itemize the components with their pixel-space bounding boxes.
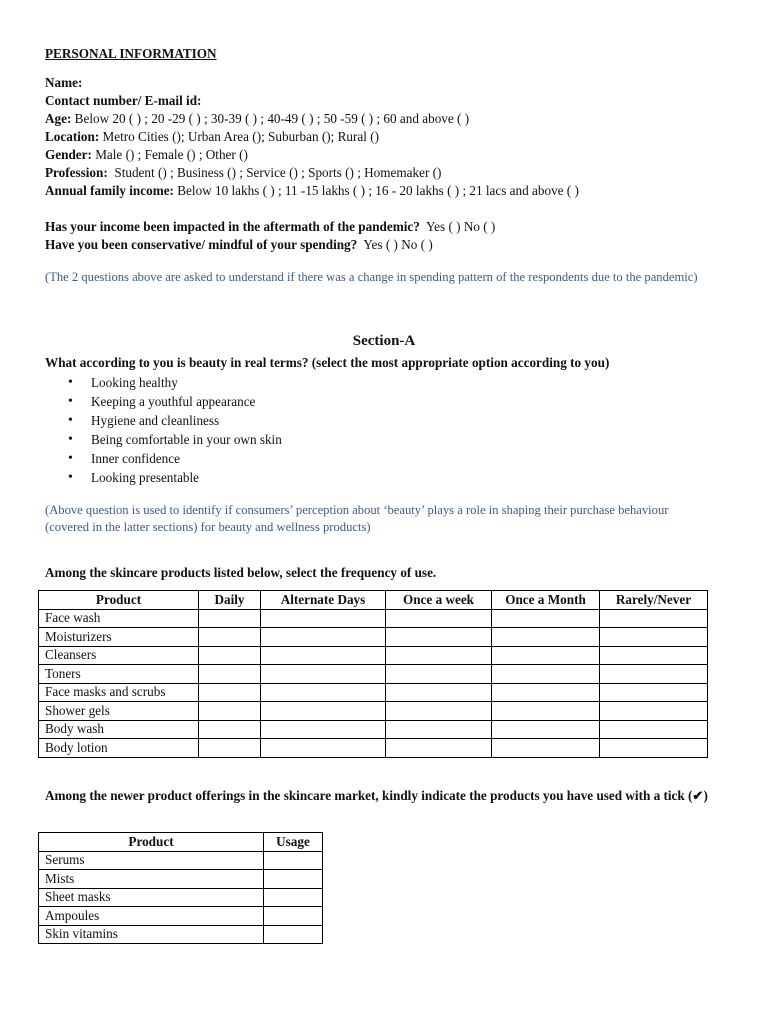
rarely-never-cell[interactable] bbox=[600, 609, 708, 628]
frequency-header-row bbox=[39, 591, 708, 610]
pandemic-q2-text: Have you been conservative/ mindful of your spending? bbox=[45, 237, 358, 252]
product-cell: Sheet masks bbox=[39, 888, 264, 907]
once-a-week-cell[interactable] bbox=[386, 609, 492, 628]
usage-cell[interactable] bbox=[264, 870, 323, 889]
once-a-week-cell[interactable] bbox=[386, 646, 492, 665]
table-row bbox=[39, 628, 708, 647]
once-a-week-cell[interactable] bbox=[386, 665, 492, 684]
table-row bbox=[39, 870, 323, 889]
product-cell: Toners bbox=[39, 665, 199, 684]
daily-cell[interactable] bbox=[199, 739, 261, 758]
pandemic-q1-options: Yes ( ) No ( ) bbox=[425, 219, 496, 234]
pandemic-income-question bbox=[45, 218, 495, 236]
income-row bbox=[45, 182, 579, 200]
product-cell: Serums bbox=[39, 851, 264, 870]
usage-cell[interactable] bbox=[264, 851, 323, 870]
product-cell: Moisturizers bbox=[39, 628, 199, 647]
once-a-week-cell[interactable] bbox=[386, 683, 492, 702]
frequency-question: Among the skincare products listed below, select the frequency of use. bbox=[45, 565, 437, 580]
once-a-week-cell[interactable] bbox=[386, 720, 492, 739]
rarely-never-cell[interactable] bbox=[600, 702, 708, 721]
beauty-option[interactable]: • Hygiene and cleanliness bbox=[91, 411, 282, 430]
profession-options: Student () ; Business () ; Service () ; Sports () ; Homemaker () bbox=[114, 165, 442, 180]
beauty-option[interactable]: • Inner confidence bbox=[91, 449, 282, 468]
product-cell: Mists bbox=[39, 870, 264, 889]
alternate-days-cell[interactable] bbox=[261, 739, 386, 758]
gender-options: Male () ; Female () ; Other () bbox=[95, 147, 248, 162]
once-a-month-cell[interactable] bbox=[492, 609, 600, 628]
once-a-month-cell[interactable] bbox=[492, 665, 600, 684]
product-cell: Skin vitamins bbox=[39, 925, 264, 944]
age-label: Age: bbox=[45, 111, 72, 126]
pandemic-spending-question bbox=[45, 236, 433, 254]
personal-info-block bbox=[45, 74, 579, 200]
header-product: Product bbox=[39, 591, 199, 610]
daily-cell[interactable] bbox=[199, 683, 261, 702]
header-daily: Daily bbox=[199, 591, 261, 610]
header-product: Product bbox=[39, 833, 264, 852]
location-label: Location: bbox=[45, 129, 100, 144]
once-a-month-cell[interactable] bbox=[492, 702, 600, 721]
frequency-table bbox=[38, 590, 708, 758]
table-row bbox=[39, 925, 323, 944]
daily-cell[interactable] bbox=[199, 609, 261, 628]
header-alternate-days: Alternate Days bbox=[261, 591, 386, 610]
daily-cell[interactable] bbox=[199, 628, 261, 647]
once-a-month-cell[interactable] bbox=[492, 720, 600, 739]
usage-cell[interactable] bbox=[264, 907, 323, 926]
beauty-option[interactable]: • Keeping a youthful appearance bbox=[91, 392, 282, 411]
daily-cell[interactable] bbox=[199, 646, 261, 665]
beauty-note: (Above question is used to identify if consumers’ perception about ‘beauty’ plays a role in shaping their purchase behaviour (covered in the latter sections) for beauty and wellness products) bbox=[45, 503, 669, 534]
gender-label: Gender: bbox=[45, 147, 92, 162]
header-once-a-month: Once a Month bbox=[492, 591, 600, 610]
beauty-option[interactable]: • Looking presentable bbox=[91, 468, 282, 487]
usage-cell[interactable] bbox=[264, 925, 323, 944]
rarely-never-cell[interactable] bbox=[600, 739, 708, 758]
age-row bbox=[45, 110, 579, 128]
alternate-days-cell[interactable] bbox=[261, 720, 386, 739]
contact-row bbox=[45, 92, 579, 110]
profession-row bbox=[45, 164, 579, 182]
pandemic-q2-options: Yes ( ) No ( ) bbox=[363, 237, 433, 252]
alternate-days-cell[interactable] bbox=[261, 665, 386, 684]
once-a-month-cell[interactable] bbox=[492, 683, 600, 702]
header-rarely-never: Rarely/Never bbox=[600, 591, 708, 610]
product-cell: Face masks and scrubs bbox=[39, 683, 199, 702]
table-row bbox=[39, 646, 708, 665]
income-options: Below 10 lakhs ( ) ; 11 -15 lakhs ( ) ; 16 - 20 lakhs ( ) ; 21 lacs and above ( ) bbox=[177, 183, 579, 198]
beauty-option[interactable]: • Looking healthy bbox=[91, 373, 282, 392]
product-cell: Face wash bbox=[39, 609, 199, 628]
table-row bbox=[39, 609, 708, 628]
alternate-days-cell[interactable] bbox=[261, 609, 386, 628]
gender-row bbox=[45, 146, 579, 164]
profession-label: Profession: bbox=[45, 165, 108, 180]
alternate-days-cell[interactable] bbox=[261, 628, 386, 647]
once-a-month-cell[interactable] bbox=[492, 628, 600, 647]
alternate-days-cell[interactable] bbox=[261, 702, 386, 721]
table-row bbox=[39, 665, 708, 684]
daily-cell[interactable] bbox=[199, 720, 261, 739]
personal-info-heading: PERSONAL INFORMATION bbox=[45, 46, 217, 61]
table-row bbox=[39, 702, 708, 721]
product-cell: Body wash bbox=[39, 720, 199, 739]
rarely-never-cell[interactable] bbox=[600, 665, 708, 684]
contact-label: Contact number/ E-mail id: bbox=[45, 93, 202, 108]
usage-table bbox=[38, 832, 323, 944]
header-once-a-week: Once a week bbox=[386, 591, 492, 610]
section-a-title: Section-A bbox=[352, 333, 416, 349]
once-a-week-cell[interactable] bbox=[386, 702, 492, 721]
product-cell: Ampoules bbox=[39, 907, 264, 926]
header-usage: Usage bbox=[264, 833, 323, 852]
name-label: Name: bbox=[45, 75, 83, 90]
beauty-option[interactable]: • Being comfortable in your own skin bbox=[91, 430, 282, 449]
income-label: Annual family income: bbox=[45, 183, 174, 198]
daily-cell[interactable] bbox=[199, 665, 261, 684]
rarely-never-cell[interactable] bbox=[600, 720, 708, 739]
table-row bbox=[39, 739, 708, 758]
pandemic-note: (The 2 questions above are asked to understand if there was a change in spending pattern of the respondents due to the pandemic) bbox=[45, 270, 698, 284]
pandemic-q1-text: Has your income been impacted in the aftermath of the pandemic? bbox=[45, 219, 420, 234]
location-options: Metro Cities (); Urban Area (); Suburban (); Rural () bbox=[102, 129, 380, 144]
age-options: Below 20 ( ) ; 20 -29 ( ) ; 30-39 ( ) ; 40-49 ( ) ; 50 -59 ( ) ; 60 and above ( ) bbox=[74, 111, 470, 126]
usage-cell[interactable] bbox=[264, 888, 323, 907]
product-cell: Body lotion bbox=[39, 739, 199, 758]
usage-header-row bbox=[39, 833, 323, 852]
alternate-days-cell[interactable] bbox=[261, 683, 386, 702]
once-a-week-cell[interactable] bbox=[386, 739, 492, 758]
beauty-options-list bbox=[45, 373, 282, 487]
table-row bbox=[39, 720, 708, 739]
daily-cell[interactable] bbox=[199, 702, 261, 721]
table-row bbox=[39, 888, 323, 907]
table-row bbox=[39, 907, 323, 926]
table-row bbox=[39, 851, 323, 870]
product-cell: Shower gels bbox=[39, 702, 199, 721]
once-a-month-cell[interactable] bbox=[492, 646, 600, 665]
beauty-question: What according to you is beauty in real terms? (select the most appropriate option according to you) bbox=[45, 355, 610, 370]
name-row bbox=[45, 74, 579, 92]
once-a-week-cell[interactable] bbox=[386, 628, 492, 647]
product-cell: Cleansers bbox=[39, 646, 199, 665]
table-row bbox=[39, 683, 708, 702]
newer-products-question: Among the newer product offerings in the skincare market, kindly indicate the products you have used with a tick (✔) bbox=[45, 788, 708, 803]
once-a-month-cell[interactable] bbox=[492, 739, 600, 758]
location-row bbox=[45, 128, 579, 146]
rarely-never-cell[interactable] bbox=[600, 628, 708, 647]
rarely-never-cell[interactable] bbox=[600, 683, 708, 702]
alternate-days-cell[interactable] bbox=[261, 646, 386, 665]
rarely-never-cell[interactable] bbox=[600, 646, 708, 665]
